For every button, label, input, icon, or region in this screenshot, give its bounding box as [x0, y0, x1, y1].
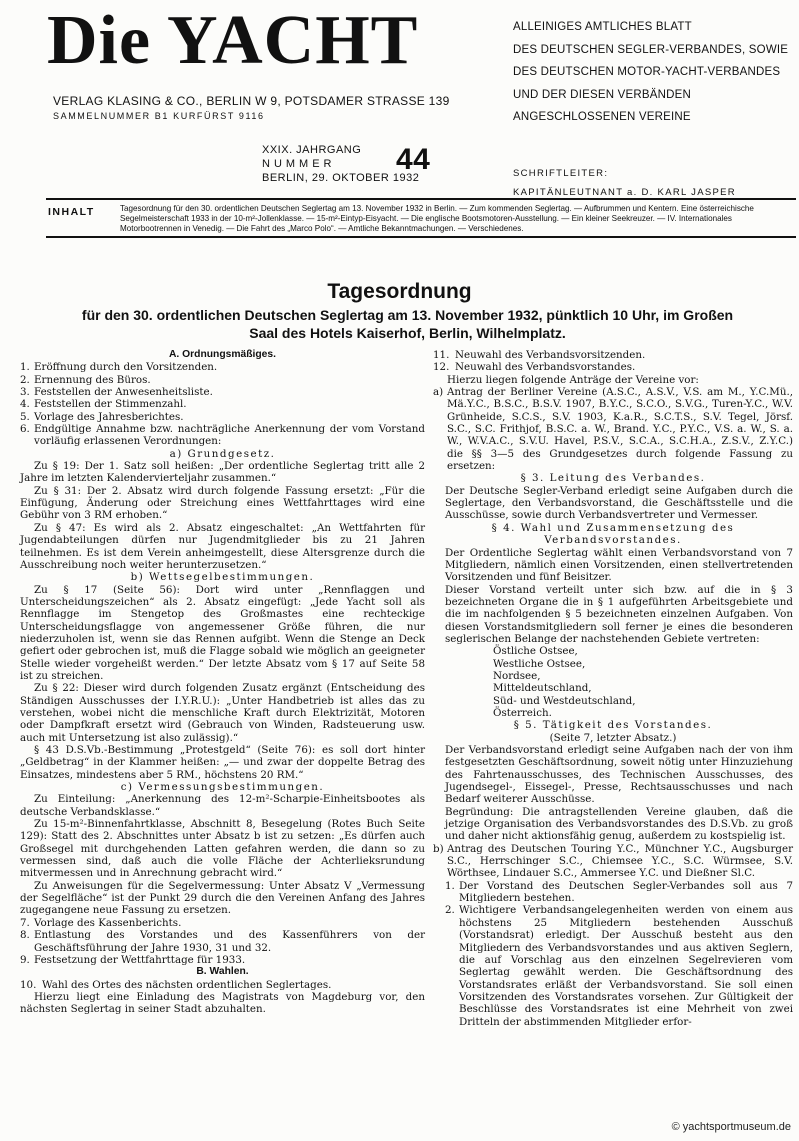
region-name: Mitteldeutschland, [493, 682, 592, 695]
subsection-heading: a) Grundgesetz. [169, 447, 276, 460]
paragraph: Zu Anweisungen für die Segelvermessung: Unter Absatz V „Vermessung der Segelfläche“ ist der Punkt 29 durch die den Vereinen Anfang des Jahres zugegangene neue Fassung zu ersetzen. [20, 879, 425, 917]
item-number: 7. [20, 916, 30, 929]
paragraph: Der Verbandsvorstand erledigt seine Aufgaben nach der von ihm festgesetzten Geschäftsordnung, soweit nötig unter Hinzuziehung des Fahrtenausschusses, des Technischen Ausschusses, des Jugendsegel-, Eissegel-, Presse, Rechtsausschusses und nach Bedarf weiterer Ausschüsse. [445, 744, 793, 806]
item-number: 2. [445, 904, 455, 917]
paragraph: Zu § 19: Der 1. Satz soll heißen: „Der ordentliche Seglertag tritt alle 2 Jahre im letzten Kalendervierteljahr zusammen.“ [20, 460, 425, 485]
masthead-title: Die YACHT [47, 2, 419, 79]
agenda-item [20, 411, 425, 423]
contents-rule [46, 236, 796, 238]
item-number: 5. [20, 410, 30, 423]
right-column [433, 349, 793, 1028]
item-text: Der Vorstand des Deutschen Segler-Verbandes soll aus 7 Mitgliedern bestehen. [459, 879, 793, 905]
paragraph: Zu § 47: Es wird als 2. Absatz eingeschaltet: „An Wettfahrten für Jugendabteilungen dürfen nur Jugendmitglieder bis zu 21 Jahren teilnehmen. Es ist dem Verein anheimgestellt, diese Altersgrenze durch die Ausschreibung noch weiter herunterzusetzen.“ [20, 521, 425, 571]
paragraph: Dieser Vorstand verteilt unter sich bzw. auf die in § 3 bezeichneten Organe die in § 1 aufgeführten Arbeitsgebiete und die im nachfolgenden § 5 bezeichneten einzelnen Aufgaben. Von diesen Vorstandsmitgliedern soll ferner je eines die besonderen seglerischen Belange der nachstehenden Gebiete vertreten: [445, 583, 793, 645]
issue-block [262, 143, 431, 185]
item-text: Vorlage des Jahresberichtes. [34, 410, 184, 423]
section-heading: B. Wahlen. [196, 966, 249, 978]
item-text: Neuwahl des Verbandsvorsitzenden. [455, 349, 646, 361]
paragraph: Hierzu liegen folgende Anträge der Vereine vor: [447, 373, 699, 386]
agenda-item [20, 954, 425, 966]
paragraph: § 43 D.S.Vb.-Bestimmung „Protestgeld“ (Seite 76): es soll dort hinter „Geldbetrag“ in der Klammer heißen: „— und zwar der doppelte Betrag des Einsatzes, mindestens aber 5 RM., höchstens 20 RM.“ [20, 744, 425, 781]
paragraph: Zu 15-m²-Binnenfahrtklasse, Abschnitt 8, Besegelung (Rotes Buch Seite 129): Statt des 2. Abschnittes unter Absatz b ist zu setzen: „Es dürfen auch Großsegel mit durchgehenden Latten gefahren werden, die dann so zu vermessen sind, daß auch die volle Fläche der Achterlieksrundung mitvermessen und in Anrechnung gebracht wird.“ [20, 818, 425, 880]
paragraph: Hierzu liegt eine Einladung des Magistrats von Magdeburg vor, den nächsten Seglertag in seiner Stadt abzuhalten. [20, 990, 425, 1016]
agenda-item [20, 929, 425, 954]
editor-block [513, 164, 736, 202]
official-line: DES DEUTSCHEN SEGLER-VERBANDES, SOWIE [513, 43, 789, 56]
agenda-item [20, 423, 425, 448]
agenda-item [20, 979, 425, 991]
agenda-item [433, 349, 793, 361]
official-line: DES DEUTSCHEN MOTOR-YACHT-VERBANDES [513, 66, 781, 78]
agenda-item [20, 917, 425, 929]
item-text: Feststellen der Anwesenheitsliste. [34, 386, 213, 399]
item-number: 10. [20, 978, 37, 991]
region-name: Österreich. [493, 706, 552, 719]
agenda-item [433, 386, 793, 472]
agenda-item [433, 904, 793, 1027]
item-text: Vorlage des Kassenberichts. [34, 916, 182, 929]
paragraph: Zu Einteilung: „Anerkennung des 12-m²-Scharpie-Einheitsbootes als deutsche Verbandsklasse.“ [20, 793, 425, 818]
issue-date: BERLIN, 29. OKTOBER 1932 [262, 172, 420, 184]
paragraph: Der Ordentliche Seglertag wählt einen Verbandsvorstand von 7 Mitgliedern, nämlich einen Vorsitzenden, einen stellvertretenden Vorsitzenden und fünf Beisitzer. [445, 546, 793, 584]
official-line: UND DER DIESEN VERBÄNDEN [513, 88, 691, 101]
agenda-item [20, 361, 425, 373]
paragraph: Zu § 22: Dieser wird durch folgenden Zusatz ergänzt (Entscheidung des Ständigen Ausschusses der I.Y.R.U.): „Unter Handbetrieb ist alles das zu verstehen, wobei nicht die menschliche Kraft durch Elektrizität, Motoren oder Dampfkraft ersetzt wird (Gebrauch von Winden, Radsteuerung usw. auch mit Untersetzung ist also zulässig).“ [20, 682, 425, 744]
item-number: 11. [433, 349, 450, 361]
item-text: Wahl des Ortes des nächsten ordentlichen Seglertages. [42, 978, 332, 991]
region-name: Westliche Ostsee, [493, 657, 586, 670]
region-name: Süd- und Westdeutschland, [493, 694, 636, 707]
item-text: Antrag der Berliner Vereine (A.S.C., A.S.V., V.S. am M., Y.C.Mü., Mä.Y.C., B.S.C., B.S.V. 1907, B.Y.C., S.C.O., S.V.G., Turen-Y.C., W.V. Grünheide, S.C.S., S.V. 1903, K.a.R., S.C.T.S., S.V. Tegel, Jörsf. S.C., S.C. Frithjof, B.S.C. a. W., Brand. Y.C., P.Y.C., V.S. a. W., S. a. W., W.V.A.C., S.V.U. Havel, P.S.V., S.C.A., S.C.H.A., Z.S.V., Z.Y.C.) die §§ 3—5 des Grundgesetzes durch folgende Fassung zu ersetzen: [447, 386, 793, 473]
agenda-subtitle-line: Saal des Hotels Kaiserhof, Berlin, Wilhelmplatz. [249, 325, 566, 341]
item-text: Neuwahl des Verbandsvorstandes. [455, 361, 636, 374]
item-number: 1. [20, 361, 30, 374]
subsection-heading: c) Vermessungsbestimmungen. [120, 781, 325, 794]
item-number: 2. [20, 373, 30, 386]
paragraph: Der Deutsche Segler-Verband erledigt seine Aufgaben durch die Seglertage, den Verbandsvorstand, die Geschäftsstelle und die Ausschüsse, sowie durch Verbandsvertreter und Vermesser. [445, 484, 793, 522]
watermark: © yachtsportmuseum.de [671, 1121, 791, 1133]
item-number: 1. [445, 879, 455, 892]
official-line: ANGESCHLOSSENEN VEREINE [513, 111, 691, 123]
contents-label: INHALT [48, 206, 95, 218]
item-text: Feststellen der Stimmenzahl. [34, 398, 187, 411]
agenda-item [433, 880, 793, 905]
left-column [20, 349, 425, 1016]
editor-label: SCHRIFTLEITER: [513, 168, 609, 179]
item-number: 9. [20, 953, 30, 966]
publisher-line: VERLAG KLASING & CO., BERLIN W 9, POTSDAMER STRASSE 139 [53, 94, 450, 108]
agenda-item [20, 398, 425, 410]
official-paper-notice [513, 16, 788, 129]
agenda-item [433, 843, 793, 880]
official-line: ALLEINIGES AMTLICHES BLATT [513, 21, 692, 33]
contents-text: Tagesordnung für den 30. ordentlichen Deutschen Seglertag am 13. November 1932 in Berlin. — Zum kommenden Seglertag. — Aufbrummen und Kentern. Eine österreichische Segelmeisterschaft 1933 in der 10-m²-Jollenklasse. — 15-m²-Eintyp-Eisyacht. — Die englische Bootsmotoren-Ausstellung. — Ein kleiner Seekreuzer. — IV. Internationales Motorbootrennen in Venedig. — Die Fahrt des „Marco Polo“. — Amtliche Bekanntmachungen. — Verschiedenes. [120, 204, 754, 233]
region-name: Nordsee, [493, 669, 541, 682]
agenda-item [433, 361, 793, 373]
subsection-heading: § 5. Tätigkeit des Vorstandes. [513, 719, 713, 732]
issue-number: 44 [396, 143, 431, 176]
agenda-item [20, 386, 425, 398]
editor-name: KAPITÄNLEUTNANT a. D. KARL JASPER [513, 187, 736, 198]
item-text: Antrag des Deutschen Touring Y.C., Münchner Y.C., Augsburger S.C., Herrschinger S.C., Chiemsee Y.C., S.C. Würmsee, S.V. Wörthsee, Lindauer S.C., Ammersee Y.C. und Dießner Sl.C. [447, 842, 793, 880]
paragraph: Zu § 17 (Seite 56): Dort wird unter „Rennflaggen und Unterscheidungszeichen“ als 2. Absatz eingefügt: „Jede Yacht soll als Rennflagge im Stengetop des Großmastes eine rechteckige Unterscheidungsflagge von angemessener Größe führen, die nur niederzuholen ist, wenn sie das Rennen aufgibt. Wenn die Stenge an Deck gefiert oder gebrochen ist, muß die Flagge sobald wie möglich an geeigneter Stelle wieder vorgeheißt werden.“ Der letzte Absatz vom § 17 auf Seite 58 ist zu streichen. [20, 583, 425, 682]
item-number: b) [433, 842, 444, 855]
item-text: Wichtigere Verbandsangelegenheiten werden von einem aus höchstens 25 Mitgliedern bestehenden Ausschuß (Vorstandsrat) erledigt. Der Ausschuß besteht aus den Mitgliedern des Verbandsvorstandes und aus aktiven Seglern, die auf Vorschlag aus den einzelnen Segelrevieren vom Seglertag gewählt werden. Die Geschäftsordnung des Vorstandsrates erläßt der Verbandsvorstand. Sie soll einen Vorsitzenden des Vorstandsrates vorsehen. Zur Gültigkeit der Beschlüsse des Vorstandsrates ist eine Mehrheit von zwei Dritteln der abstimmenden Mitglieder erfor- [459, 904, 793, 1028]
item-number: a) [433, 386, 444, 399]
paragraph: Zu § 31: Der 2. Absatz wird durch folgende Fassung ersetzt: „Für die Einfügung, Änderung oder Streichung eines Wettfahrttages wird eine Gebühr von 3 RM erhoben.“ [20, 484, 425, 522]
volume: XXIX. JAHRGANG [262, 144, 362, 156]
item-text: Festsetzung der Wettfahrttage für 1933. [34, 953, 246, 966]
paragraph: Begründung: Die antragstellenden Vereine glauben, daß die jetzige Organisation des Verbandsvorstandes des D.S.Vb. zu groß und daher nicht aktionsfähig genug, außerdem zu kostspielig ist. [445, 805, 793, 843]
agenda-subtitle-line: für den 30. ordentlichen Deutschen Seglertag am 13. November 1932, pünktlich 10 Uhr, im Großen [81, 307, 734, 323]
item-number: 12. [433, 361, 450, 374]
subsection-heading: § 3. Leitung des Verbandes. [520, 472, 706, 485]
item-number: 8. [20, 929, 30, 942]
note: (Seite 7, letzter Absatz.) [549, 731, 677, 744]
subsection-heading: § 4. Wahl und Zusammensetzung des Verbandsvorstandes. [491, 521, 735, 547]
number-label: NUMMER [262, 158, 336, 170]
top-rule [46, 198, 796, 200]
subsection-heading: b) Wettsegelbestimmungen. [130, 571, 315, 584]
item-text: Eröffnung durch den Vorsitzenden. [34, 361, 218, 374]
phone-line: SAMMELNUMMER B1 KURFÜRST 9116 [53, 111, 265, 121]
agenda-subtitle [20, 306, 795, 342]
item-number: 3. [20, 386, 30, 399]
section-heading: A. Ordnungsmäßiges. [169, 349, 276, 360]
item-text: Ernennung des Büros. [34, 373, 151, 386]
region-name: Östliche Ostsee, [493, 645, 578, 658]
item-number: 4. [20, 398, 30, 411]
item-text: Entlastung des Vorstandes und des Kassenführers von der Geschäftsführung der Jahre 1930, 31 und 32. [34, 929, 425, 954]
item-number: 6. [20, 423, 30, 436]
item-text: Endgültige Annahme bzw. nachträgliche Anerkennung der vom Vorstand vorläufig erlassenen Verordnungen: [34, 423, 425, 448]
agenda-item [20, 374, 425, 386]
agenda-title: Tagesordnung [327, 280, 472, 303]
